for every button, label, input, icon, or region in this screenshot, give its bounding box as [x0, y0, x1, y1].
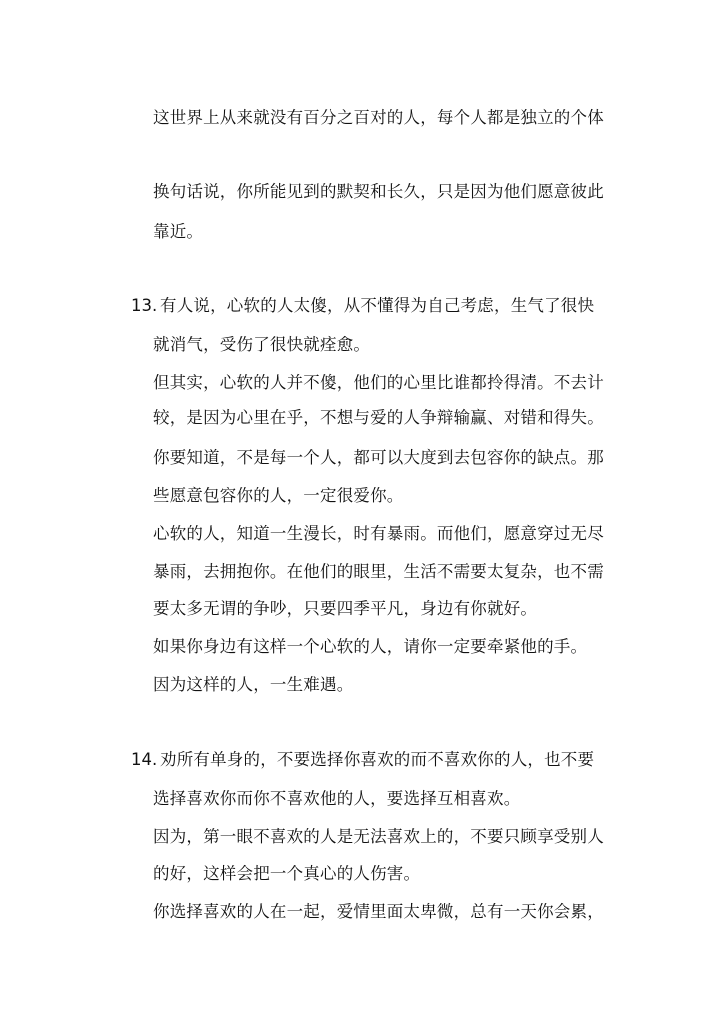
item-13-line: 如果你身边有这样一个心软的人，请你一定要牵紧他的手。	[153, 637, 588, 656]
item-14-line: 因为，第一眼不喜欢的人是无法喜欢上的，不要只顾享受别人	[153, 827, 604, 846]
item-14-line: 你选择喜欢的人在一起，爱情里面太卑微，总有一天你会累，	[153, 902, 604, 921]
paragraph-line: 换句话说，你所能见到的默契和长久，只是因为他们愿意彼此	[153, 182, 604, 201]
item-13-line: 因为这样的人，一生难遇。	[153, 675, 354, 694]
item-13-line: 有人说，心软的人太傻，从不懂得为自己考虑，生气了很快	[160, 296, 595, 315]
item-13-line: 较，是因为心里在乎，不想与爱的人争辩输赢、对错和得失。	[153, 408, 604, 427]
item-14-line: 选择喜欢你而你不喜欢他的人，要选择互相喜欢。	[153, 789, 521, 808]
item-14-line: 劝所有单身的，不要选择你喜欢的而不喜欢你的人，也不要	[160, 750, 595, 769]
item-13-line: 些愿意包容你的人，一定很爱你。	[153, 486, 404, 505]
paragraph-line: 这世界上从来就没有百分之百对的人，每个人都是独立的个体	[153, 108, 604, 127]
item-13-line: 心软的人，知道一生漫长，时有暴雨。而他们，愿意穿过无尽	[153, 524, 604, 543]
item-number-14: 14.	[131, 750, 158, 769]
item-13-line: 要太多无谓的争吵，只要四季平凡，身边有你就好。	[153, 599, 538, 618]
item-13-line: 就消气，受伤了很快就痊愈。	[153, 335, 371, 354]
item-number-13: 13.	[131, 296, 158, 315]
item-13-line: 但其实，心软的人并不傻，他们的心里比谁都拎得清。不去计	[153, 373, 604, 392]
item-13-line: 你要知道，不是每一个人，都可以大度到去包容你的缺点。那	[153, 448, 604, 467]
paragraph-line: 靠近。	[153, 222, 204, 241]
item-13-line: 暴雨，去拥抱你。在他们的眼里，生活不需要太复杂，也不需	[153, 562, 604, 581]
item-14-line: 的好，这样会把一个真心的人伤害。	[153, 864, 421, 883]
